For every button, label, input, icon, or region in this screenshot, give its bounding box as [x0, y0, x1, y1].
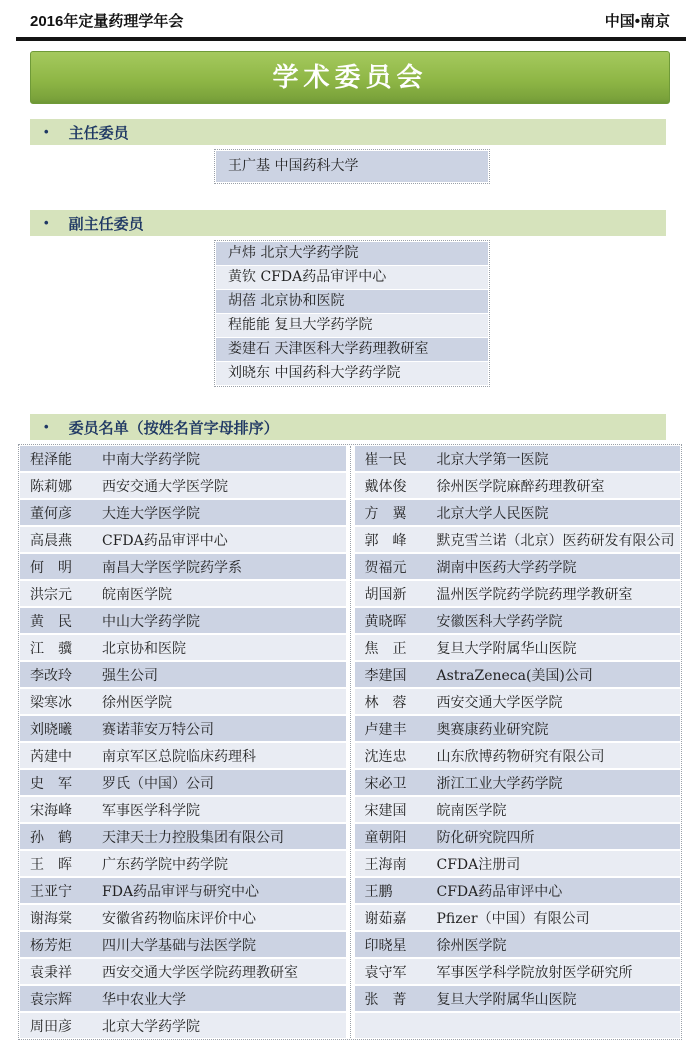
member-name: 芮建中 [30, 748, 72, 765]
member-name: 宋必卫 [364, 775, 407, 792]
member-affiliation: 安徽医科大学药学院 [436, 613, 563, 630]
member-cell [20, 608, 346, 633]
conference-title: 2016年定量药理学年会 [30, 13, 184, 30]
member-cell [355, 932, 681, 957]
member-affiliation: 山东欣博药物研究有限公司 [436, 748, 605, 765]
member-affiliation: CFDA药品审评中心 [102, 532, 228, 549]
member-cell [355, 905, 681, 930]
member-affiliation: 安徽省药物临床评价中心 [102, 910, 256, 927]
member-cell [355, 635, 681, 660]
member-affiliation: 西安交通大学医学院 [436, 694, 563, 711]
member-name: 沈连忠 [364, 748, 407, 765]
member-name: 董何彦 [30, 505, 72, 522]
member-affiliation: 西安交通大学医学院 [102, 478, 228, 495]
member-affiliation: 防化研究院四所 [436, 829, 535, 846]
member-affiliation: 中南大学药学院 [102, 451, 200, 468]
member-name: 胡国新 [364, 586, 407, 603]
member-cell [355, 959, 681, 984]
member-cell [20, 743, 346, 768]
section-header-chair [30, 119, 666, 145]
member-cell [355, 662, 681, 687]
member-affiliation: 南昌大学医学院药学系 [102, 559, 242, 576]
member-name: 史 军 [30, 775, 72, 792]
member-affiliation: 广东药学院中药学院 [102, 856, 228, 873]
member-affiliation: 大连大学医学院 [102, 505, 200, 522]
member-entry: 胡蓓 北京协和医院 [216, 290, 488, 313]
member-entry: 王广基 中国药科大学 [216, 151, 488, 182]
member-affiliation: 复旦大学附属华山医院 [436, 991, 577, 1008]
member-name: 陈莉娜 [30, 478, 72, 495]
member-affiliation: 皖南医学院 [102, 586, 172, 603]
member-cell [355, 878, 681, 903]
member-name: 方 翼 [364, 505, 407, 522]
member-name: 袁秉祥 [30, 964, 72, 981]
member-affiliation: 罗氏（中国）公司 [102, 775, 214, 792]
member-cell [355, 581, 681, 606]
page-title-banner [30, 51, 670, 104]
member-cell [20, 932, 346, 957]
member-cell [20, 500, 346, 525]
member-cell [355, 770, 681, 795]
member-name: 王 晖 [30, 856, 72, 873]
member-name: 梁寒冰 [30, 694, 72, 711]
member-cell [20, 851, 346, 876]
member-name: 高晨燕 [30, 532, 72, 549]
member-name: 印晓星 [364, 937, 407, 954]
member-affiliation: 强生公司 [102, 667, 158, 684]
member-name: 刘晓曦 [30, 721, 72, 738]
member-name: 何 明 [30, 559, 72, 576]
member-cell [355, 608, 681, 633]
vice-chair-member-box [214, 240, 490, 387]
member-name: 李建国 [364, 667, 407, 684]
section-title-chair: 主任委员 [68, 124, 129, 142]
member-cell [355, 689, 681, 714]
member-cell [20, 986, 346, 1011]
member-affiliation: AstraZeneca(美国)公司 [436, 667, 593, 684]
member-name: 焦 正 [364, 640, 407, 657]
section-title-vice-chair: 副主任委员 [68, 215, 144, 233]
member-name: 黄晓晖 [364, 613, 407, 630]
member-cell [20, 527, 346, 552]
member-cell [20, 689, 346, 714]
member-affiliation: 徐州医学院 [436, 937, 507, 954]
member-cell [355, 500, 681, 525]
member-name: 王鹏 [364, 883, 393, 900]
member-affiliation: 北京协和医院 [102, 640, 186, 657]
member-cell [355, 797, 681, 822]
member-name: 卢建丰 [364, 721, 407, 738]
member-cell [20, 662, 346, 687]
member-cell [20, 446, 346, 471]
member-affiliation: 南京军区总院临床药理科 [102, 748, 256, 765]
member-name: 袁守军 [364, 964, 407, 981]
member-name: 林 蓉 [364, 694, 407, 711]
member-cell [20, 824, 346, 849]
member-cell [355, 851, 681, 876]
member-cell [20, 635, 346, 660]
member-affiliation: 西安交通大学医学院药理教研室 [102, 964, 298, 981]
member-name: 程泽能 [30, 451, 72, 468]
member-name: 王亚宁 [30, 883, 72, 900]
member-name: 宋海峰 [30, 802, 72, 819]
member-entry: 程能能 复旦大学药学院 [216, 314, 488, 337]
member-cell [355, 716, 681, 741]
member-cell [20, 905, 346, 930]
member-cell [20, 554, 346, 579]
member-cell [355, 824, 681, 849]
member-affiliation: Pfizer（中国）有限公司 [436, 910, 590, 927]
member-affiliation: 北京大学人民医院 [436, 505, 549, 522]
member-name: 崔一民 [364, 451, 407, 468]
member-affiliation: 军事医学科学院放射医学研究所 [436, 964, 633, 981]
member-name: 周田彦 [30, 1018, 72, 1035]
header-rule [16, 37, 686, 41]
member-name: 郭 峰 [364, 532, 407, 549]
member-affiliation: 默克雪兰诺（北京）医药研发有限公司 [436, 532, 675, 549]
member-name: 童朝阳 [364, 829, 407, 846]
member-name: 洪宗元 [30, 586, 72, 603]
member-affiliation: 四川大学基础与法医学院 [102, 937, 256, 954]
member-cell [20, 797, 346, 822]
page-title: 学术委员会 [272, 62, 428, 92]
member-affiliation: 复旦大学附属华山医院 [436, 640, 577, 657]
member-name: 谢海棠 [30, 910, 72, 927]
bullet-icon: • [44, 419, 49, 434]
member-entry: 娄建石 天津医科大学药理教研室 [216, 338, 488, 361]
member-cell [355, 527, 681, 552]
member-name: 张 菁 [364, 991, 407, 1008]
member-cell [355, 446, 681, 471]
member-name: 杨芳炬 [30, 937, 72, 954]
member-cell [20, 581, 346, 606]
bullet-icon: • [44, 215, 49, 230]
member-name: 谢茹嘉 [364, 910, 407, 927]
member-affiliation: 北京大学第一医院 [436, 451, 549, 468]
section-title-committee: 委员名单（按姓名首字母排序） [68, 419, 279, 437]
section-header-committee [30, 414, 666, 440]
member-cell [20, 473, 346, 498]
member-cell [355, 1013, 681, 1038]
member-name: 戴体俊 [364, 478, 407, 495]
member-name: 江 骥 [30, 640, 72, 657]
member-cell [20, 1013, 346, 1038]
member-affiliation: 浙江工业大学药学院 [436, 775, 563, 792]
member-name: 孙 鹤 [30, 829, 72, 846]
member-name: 贺福元 [364, 559, 407, 576]
bullet-icon: • [44, 124, 49, 139]
conference-location: 中国•南京 [604, 13, 670, 30]
member-affiliation: 徐州医学院 [102, 694, 172, 711]
member-affiliation: 温州医学院药学院药理学教研室 [436, 586, 633, 603]
member-affiliation: 徐州医学院麻醉药理教研室 [436, 478, 605, 495]
table-column-divider [350, 446, 351, 1038]
member-cell [355, 986, 681, 1011]
section-header-vice-chair [30, 210, 666, 236]
member-affiliation: 湖南中医药大学药学院 [436, 559, 577, 576]
member-cell [20, 716, 346, 741]
page-header [0, 0, 700, 31]
chair-member-box [214, 149, 490, 184]
member-affiliation: 中山大学药学院 [102, 613, 200, 630]
member-name: 李改玲 [30, 667, 72, 684]
member-name: 王海南 [364, 856, 407, 873]
member-entry: 卢炜 北京大学药学院 [216, 242, 488, 265]
member-affiliation: 赛诺菲安万特公司 [102, 721, 214, 738]
committee-member-table [18, 444, 682, 1040]
member-cell [355, 743, 681, 768]
member-cell [355, 554, 681, 579]
member-cell [355, 473, 681, 498]
member-affiliation: FDA药品审评与研究中心 [102, 883, 260, 900]
member-affiliation: 华中农业大学 [102, 991, 186, 1008]
member-name: 袁宗辉 [30, 991, 72, 1008]
member-affiliation: 北京大学药学院 [102, 1018, 200, 1035]
member-cell [20, 770, 346, 795]
member-name: 宋建国 [364, 802, 407, 819]
member-name: 黄 民 [30, 613, 72, 630]
member-affiliation: 军事医学科学院 [102, 802, 200, 819]
member-affiliation: CFDA药品审评中心 [436, 883, 563, 900]
member-affiliation: 奥赛康药业研究院 [436, 721, 549, 738]
member-entry: 刘晓东 中国药科大学药学院 [216, 362, 488, 385]
member-entry: 黄钦 CFDA药品审评中心 [216, 266, 488, 289]
member-cell [20, 959, 346, 984]
member-cell [20, 878, 346, 903]
member-affiliation: CFDA注册司 [436, 856, 521, 873]
member-affiliation: 天津天士力控股集团有限公司 [102, 829, 284, 846]
member-affiliation: 皖南医学院 [436, 802, 507, 819]
